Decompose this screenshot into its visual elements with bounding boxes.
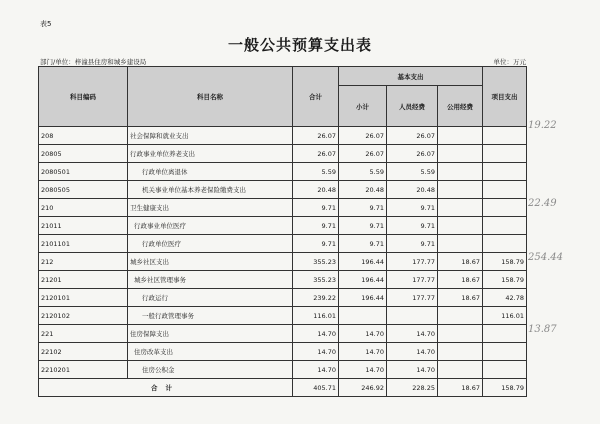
cell-public xyxy=(438,307,483,325)
page-title: 一般公共预算支出表 xyxy=(227,36,372,54)
cell-public: 18.67 xyxy=(438,271,483,289)
table-row xyxy=(39,307,527,325)
cell-code: 212 xyxy=(39,253,128,271)
cell-total: 116.01 xyxy=(293,307,339,325)
header-personnel: 人员经费 xyxy=(387,86,438,127)
cell-code: 2101101 xyxy=(39,235,128,253)
unit-label: 单位：万元 xyxy=(493,58,526,66)
header-project: 项目支出 xyxy=(483,67,527,127)
cell-subtotal: 9.71 xyxy=(339,199,387,217)
cell-personnel: 177.77 xyxy=(387,271,438,289)
page-label: 表5 xyxy=(40,20,52,28)
handwritten-note: 22.49 xyxy=(528,198,557,209)
cell-personnel: 177.77 xyxy=(387,289,438,307)
cell-public xyxy=(438,217,483,235)
table-body xyxy=(39,127,527,397)
cell-total: 239.22 xyxy=(293,289,339,307)
header-row xyxy=(39,67,527,86)
cell-public xyxy=(438,181,483,199)
cell-project xyxy=(483,145,527,163)
table-row xyxy=(39,181,527,199)
cell-total: 355.23 xyxy=(293,253,339,271)
cell-code: 221 xyxy=(39,325,128,343)
cell-name: 城乡社区管理事务 xyxy=(128,271,293,289)
cell-personnel: 9.71 xyxy=(387,199,438,217)
cell-project: 116.01 xyxy=(483,307,527,325)
cell-project xyxy=(483,235,527,253)
cell-code: 21201 xyxy=(39,271,128,289)
cell-public xyxy=(438,343,483,361)
department-label: 部门/单位：梓潼县住房和城乡建设局 xyxy=(40,58,147,66)
cell-personnel xyxy=(387,307,438,325)
cell-personnel: 5.59 xyxy=(387,163,438,181)
table-row xyxy=(39,235,527,253)
cell-total: 14.70 xyxy=(293,325,339,343)
cell-total: 5.59 xyxy=(293,163,339,181)
cell-code: 20805 xyxy=(39,145,128,163)
cell-total: 26.07 xyxy=(293,145,339,163)
total-personnel: 228.25 xyxy=(387,379,438,397)
cell-name: 行政事业单位医疗 xyxy=(128,217,293,235)
cell-public xyxy=(438,235,483,253)
cell-subtotal: 14.70 xyxy=(339,343,387,361)
cell-personnel: 177.77 xyxy=(387,253,438,271)
cell-code: 21011 xyxy=(39,217,128,235)
cell-subtotal: 14.70 xyxy=(339,325,387,343)
table-row xyxy=(39,325,527,343)
cell-project: 158.79 xyxy=(483,271,527,289)
cell-project xyxy=(483,361,527,379)
cell-personnel: 9.71 xyxy=(387,235,438,253)
cell-project: 158.79 xyxy=(483,253,527,271)
cell-total: 20.48 xyxy=(293,181,339,199)
cell-subtotal: 26.07 xyxy=(339,145,387,163)
cell-name: 行政单位医疗 xyxy=(128,235,293,253)
table-row xyxy=(39,217,527,235)
cell-subtotal: 9.71 xyxy=(339,235,387,253)
total-project: 158.79 xyxy=(483,379,527,397)
total-label: 合计 xyxy=(39,379,293,397)
cell-name: 住房保障支出 xyxy=(128,325,293,343)
cell-total: 9.71 xyxy=(293,217,339,235)
header-public: 公用经费 xyxy=(438,86,483,127)
header-name: 科目名称 xyxy=(128,67,293,127)
header-basic: 基本支出 xyxy=(339,67,483,86)
header-total: 合计 xyxy=(293,67,339,127)
handwritten-note: 13.87 xyxy=(528,324,557,335)
cell-public xyxy=(438,361,483,379)
cell-personnel: 20.48 xyxy=(387,181,438,199)
cell-project xyxy=(483,199,527,217)
table-row xyxy=(39,145,527,163)
table-row xyxy=(39,199,527,217)
cell-project xyxy=(483,163,527,181)
table-row xyxy=(39,289,527,307)
cell-name: 一般行政管理事务 xyxy=(128,307,293,325)
cell-personnel: 14.70 xyxy=(387,325,438,343)
cell-name: 社会保障和就业支出 xyxy=(128,127,293,145)
cell-code: 2080505 xyxy=(39,181,128,199)
cell-public: 18.67 xyxy=(438,289,483,307)
cell-name: 行政事业单位养老支出 xyxy=(128,145,293,163)
cell-subtotal: 5.59 xyxy=(339,163,387,181)
cell-code: 2210201 xyxy=(39,361,128,379)
cell-total: 9.71 xyxy=(293,235,339,253)
cell-total: 26.07 xyxy=(293,127,339,145)
cell-personnel: 14.70 xyxy=(387,343,438,361)
cell-public xyxy=(438,163,483,181)
cell-code: 2080501 xyxy=(39,163,128,181)
cell-name: 住房改革支出 xyxy=(128,343,293,361)
cell-project xyxy=(483,325,527,343)
cell-name: 住房公积金 xyxy=(128,361,293,379)
cell-subtotal xyxy=(339,307,387,325)
cell-public xyxy=(438,127,483,145)
total-total: 405.71 xyxy=(293,379,339,397)
cell-name: 行政单位离退休 xyxy=(128,163,293,181)
cell-total: 9.71 xyxy=(293,199,339,217)
header-subtotal: 小计 xyxy=(339,86,387,127)
budget-table xyxy=(38,66,527,397)
table-row xyxy=(39,271,527,289)
handwritten-note: 254.44 xyxy=(528,252,563,263)
cell-project xyxy=(483,343,527,361)
cell-subtotal: 196.44 xyxy=(339,289,387,307)
total-public: 18.67 xyxy=(438,379,483,397)
total-subtotal: 246.92 xyxy=(339,379,387,397)
cell-subtotal: 196.44 xyxy=(339,253,387,271)
cell-name: 卫生健康支出 xyxy=(128,199,293,217)
cell-personnel: 14.70 xyxy=(387,361,438,379)
table-row xyxy=(39,163,527,181)
table-row xyxy=(39,127,527,145)
cell-public xyxy=(438,145,483,163)
cell-subtotal: 20.48 xyxy=(339,181,387,199)
cell-name: 行政运行 xyxy=(128,289,293,307)
cell-project: 42.78 xyxy=(483,289,527,307)
cell-name: 城乡社区支出 xyxy=(128,253,293,271)
cell-total: 14.70 xyxy=(293,361,339,379)
cell-subtotal: 26.07 xyxy=(339,127,387,145)
cell-project xyxy=(483,127,527,145)
cell-public xyxy=(438,325,483,343)
handwritten-note: 19.22 xyxy=(528,120,557,131)
cell-personnel: 26.07 xyxy=(387,145,438,163)
cell-code: 210 xyxy=(39,199,128,217)
cell-total: 14.70 xyxy=(293,343,339,361)
cell-code: 22102 xyxy=(39,343,128,361)
cell-subtotal: 196.44 xyxy=(339,271,387,289)
header-code: 科目编码 xyxy=(39,67,128,127)
cell-project xyxy=(483,217,527,235)
total-row xyxy=(39,379,527,397)
cell-public: 18.67 xyxy=(438,253,483,271)
table-row xyxy=(39,361,527,379)
cell-total: 355.23 xyxy=(293,271,339,289)
cell-code: 2120101 xyxy=(39,289,128,307)
cell-subtotal: 14.70 xyxy=(339,361,387,379)
cell-subtotal: 9.71 xyxy=(339,217,387,235)
cell-code: 2120102 xyxy=(39,307,128,325)
cell-personnel: 9.71 xyxy=(387,217,438,235)
cell-project xyxy=(483,181,527,199)
table-row xyxy=(39,343,527,361)
cell-name: 机关事业单位基本养老保险缴费支出 xyxy=(128,181,293,199)
cell-code: 208 xyxy=(39,127,128,145)
cell-public xyxy=(438,199,483,217)
table-row xyxy=(39,253,527,271)
cell-personnel: 26.07 xyxy=(387,127,438,145)
